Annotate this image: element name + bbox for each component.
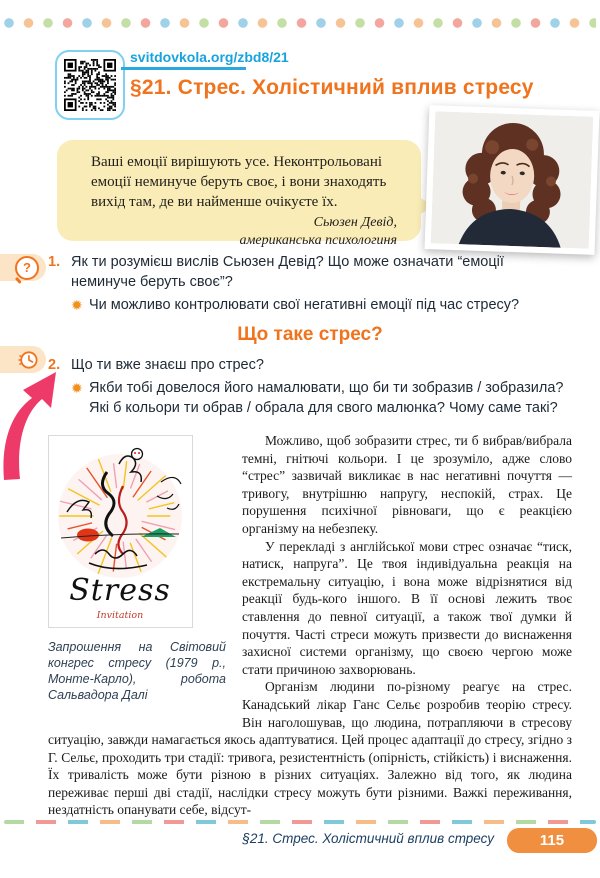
paragraph-2: У перекладі з англійської мови стрес означає “тиск, натиск, напруга”. Це твоя індивідуальна реакція на екстремальну ситуацію, і вона може відрізнятися від реакції будь-кого іншого. В її основі лежить твоє ставлення до певної ситуації, а також твої думки й почуття. Часті стреси можуть призвести до виснаження захисної системи організму, що своєю чергою може стати причиною захворювань.	[242, 538, 572, 677]
qr-code[interactable]	[55, 50, 125, 120]
bottom-dashed-border	[4, 820, 596, 824]
question-1-subtask-text: Чи можливо контролювати свої негативні емоції під час стресу?	[89, 297, 520, 313]
question-2-subtask	[71, 379, 572, 418]
invitation-label: Invitation	[96, 610, 144, 621]
portrait-image	[431, 111, 594, 248]
dali-artwork-image	[48, 435, 193, 628]
figure-dali-poster	[48, 435, 226, 703]
sun-bullet-icon: ✹	[71, 297, 83, 313]
page-title: §21. Стрес. Холістичний вплив стресу	[130, 76, 534, 99]
paragraph-1: Можливо, щоб зобразити стрес, ти б вибрав/вибрала темні, гнітючі кольори. І це зрозуміло, адже слово “стрес” зазвичай викликає в нас негативні почуття — тривогу, внутрішню напругу, неспокій, страх. Це порушення психічної рівноваги, що є реакцією організму на небезпеку.	[242, 433, 572, 536]
author-photo	[425, 105, 600, 255]
body-text	[48, 432, 572, 819]
quote-author: Сьюзен Девід,	[313, 215, 397, 230]
paragraph-3: Організм людини по-різному реагує на стрес. Канадський лікар Ганс Сельє розробив теорію стресу. Він наголошував, що людина, потрапляючи в стресову ситуацію, завжди намагається якось адаптуватися. Цей процес адаптації до стресу, згідно з Г. Сельє, проходить три стадії: тривога, резистентність (опірність, стійкість) і виснаження. Їх тривалість може бути різною в різних ситуаціях. Залежно від того, як людина переживає перші дві стадії, наслідки стресу можуть бути різними. Важкі переживання, нездатність опанувати себе, відсут-	[48, 679, 572, 818]
question-2-text: Що ти вже знаєш про стрес?	[71, 356, 264, 373]
quote-text: Ваші емоції вирішують усе. Неконтрольовані емоції неминуче беруть своє, і вони знаходять вихід там, де ви найменше очікуєте їх.	[91, 154, 387, 210]
top-dotted-border	[4, 17, 596, 29]
question-2-subtask-text: Якби тобі довелося його намалювати, що би ти зобразив / зобразила? Які б кольори ти обрав / обрала для свого малюнка? Чому саме такі?	[89, 380, 564, 416]
question-margin-tab	[0, 254, 46, 281]
figure-caption: Запрошення на Світовий конгрес стресу (1979 р., Монте-Карло), робота Сальвадора Далі	[48, 639, 226, 702]
question-icon: ?	[15, 256, 39, 280]
page-number-badge: 115	[507, 828, 597, 853]
quote-bubble	[57, 140, 421, 248]
question-1-number: 1.	[48, 254, 61, 270]
content-area	[48, 253, 572, 819]
footer-running-title: §21. Стрес. Холістичний вплив стресу	[242, 831, 494, 846]
question-2-number: 2.	[48, 356, 61, 373]
section-heading: Що таке стрес?	[237, 323, 383, 345]
stress-art-word: Stress	[69, 573, 171, 608]
quote-attribution	[57, 212, 421, 250]
qr-code-icon	[64, 59, 116, 111]
question-1-text: Як ти розумієш вислів Сьюзен Девід? Що може означати “емоції неминуче беруть своє”?	[71, 254, 504, 290]
sun-bullet-icon: ✹	[71, 380, 83, 396]
question-2	[48, 356, 572, 376]
quote-author-role: американська психологиня	[239, 233, 397, 248]
question-1	[48, 253, 572, 292]
question-1-subtask	[71, 296, 572, 316]
lesson-link[interactable]: svitdovkola.org/zbd8/21	[130, 49, 289, 65]
link-underline	[121, 67, 246, 70]
